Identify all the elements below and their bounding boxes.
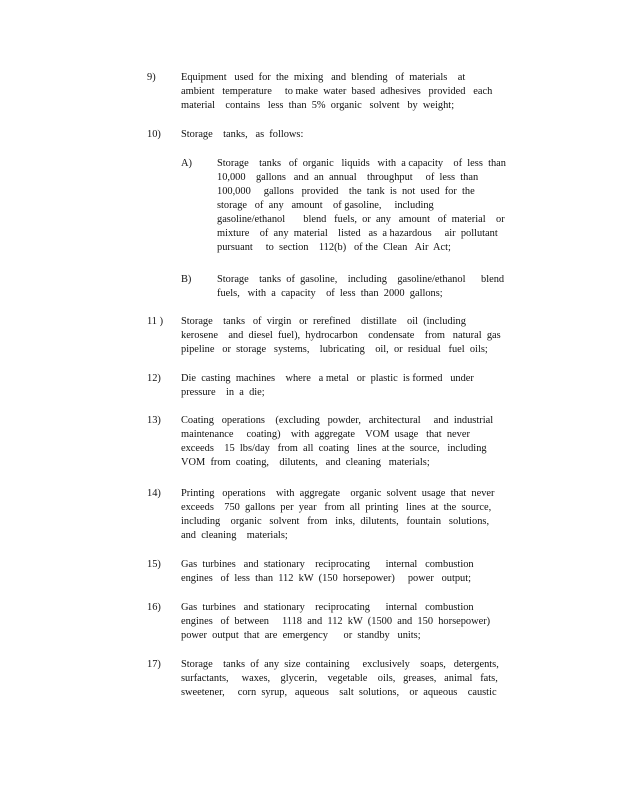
item-number: 12)	[147, 373, 161, 384]
text-line: 10,000 gallons and an annual throughput of less than	[217, 172, 479, 183]
text-line: surfactants, waxes, glycerin, vegetable oils, greases, animal fats,	[181, 673, 498, 684]
text-line: pressure in a die;	[181, 387, 265, 398]
item-text	[181, 558, 521, 586]
item-number: 14)	[147, 488, 161, 499]
text-line: Equipment used for the mixing and blending of materials at	[181, 72, 466, 83]
item-text	[181, 315, 521, 357]
text-line: VOM from coating, dilutents, and cleaning materials;	[181, 457, 430, 468]
text-line: Gas turbines and stationary reciprocating internal combustion	[181, 559, 474, 570]
text-line: pipeline or storage systems, lubricating oil, or residual fuel oils;	[181, 344, 488, 355]
item-text	[181, 71, 521, 113]
text-line: and cleaning materials;	[181, 530, 288, 541]
sub-item-label: A)	[181, 158, 192, 169]
text-line: Storage tanks of organic liquids with a capacity of less than	[217, 158, 506, 169]
text-line: engines of between 1118 and 112 kW (1500 and 150 horsepower)	[181, 616, 491, 627]
text-line: Storage tanks, as follows:	[181, 129, 304, 140]
text-line: pursuant to section 112(b) of the Clean Air Act;	[217, 242, 451, 253]
text-line: mixture of any material listed as a hazardous air pollutant	[217, 228, 498, 239]
item-text	[181, 414, 521, 470]
text-line: material contains less than 5% organic solvent by weight;	[181, 100, 455, 111]
item-number: 11 )	[147, 316, 164, 327]
text-line: Storage tanks of virgin or rerefined distillate oil (including	[181, 316, 466, 327]
item-text	[181, 372, 521, 400]
sub-item-label: B)	[181, 274, 192, 285]
text-line: Die casting machines where a metal or plastic is formed under	[181, 373, 474, 384]
text-line: exceeds 15 lbs/day from all coating lines at the source, including	[181, 443, 487, 454]
sub-item-text	[217, 157, 517, 255]
item-text	[181, 487, 521, 543]
text-line: sweetener, corn syrup, aqueous salt solutions, or aqueous caustic	[181, 687, 497, 698]
text-line: Coating operations (excluding powder, architectural and industrial	[181, 415, 494, 426]
text-line: gasoline/ethanol blend fuels, or any amount of material or	[217, 214, 505, 225]
item-text	[181, 128, 521, 142]
text-line: ambient temperature to make water based adhesives provided each	[181, 86, 493, 97]
text-line: exceeds 750 gallons per year from all printing lines at the source,	[181, 502, 492, 513]
text-line: 100,000 gallons provided the tank is not used for the	[217, 186, 475, 197]
text-line: power output that are emergency or standby units;	[181, 630, 421, 641]
text-line: Storage tanks of any size containing exclusively soaps, detergents,	[181, 659, 499, 670]
item-number: 13)	[147, 415, 161, 426]
text-line: Printing operations with aggregate organic solvent usage that never	[181, 488, 495, 499]
item-number: 15)	[147, 559, 161, 570]
item-number: 10)	[147, 129, 161, 140]
text-line: maintenance coating) with aggregate VOM usage that never	[181, 429, 470, 440]
text-line: kerosene and diesel fuel), hydrocarbon condensate from natural gas	[181, 330, 501, 341]
text-line: Storage tanks of gasoline, including gasoline/ethanol blend	[217, 274, 505, 285]
item-number: 9)	[147, 72, 156, 83]
text-line: fuels, with a capacity of less than 2000 gallons;	[217, 288, 443, 299]
text-line: engines of less than 112 kW (150 horsepower) power output;	[181, 573, 472, 584]
item-number: 16)	[147, 602, 161, 613]
text-line: including organic solvent from inks, dilutents, fountain solutions,	[181, 516, 490, 527]
sub-item-text	[217, 273, 517, 301]
text-line: Gas turbines and stationary reciprocating internal combustion	[181, 602, 474, 613]
item-number: 17)	[147, 659, 161, 670]
item-text	[181, 601, 521, 643]
text-line: storage of any amount of gasoline, including	[217, 200, 434, 211]
item-text	[181, 658, 521, 700]
